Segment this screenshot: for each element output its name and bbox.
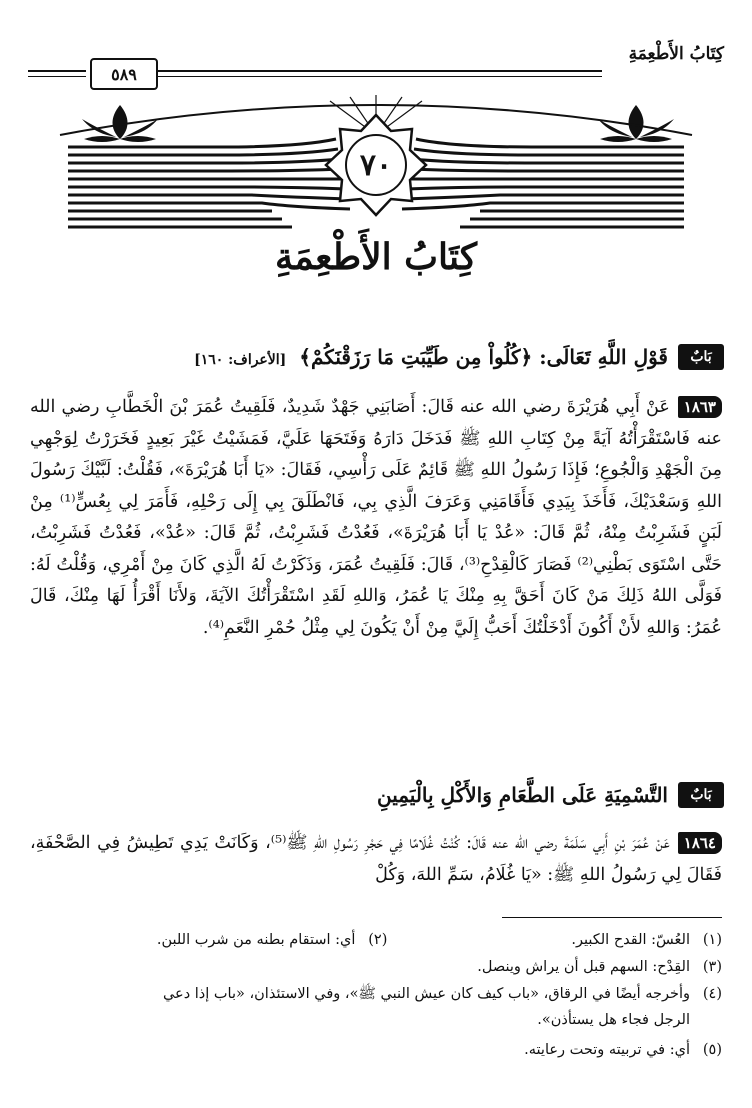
hadith-line: النَّعَمِ⁽⁴⁾.: [202, 617, 260, 638]
footnote-row-2: [30, 955, 722, 979]
fleur-right-icon: [598, 105, 674, 142]
bab-label: بَابٌ: [678, 344, 724, 370]
quran-reference: [الأعراف: ١٦٠]: [194, 352, 287, 368]
hadith-line: الَّذِي بِي، فَانْطَلَقَ بِي إِلَى رَحْلِهِ، فَأَمَرَ لِي بِعُسٍّ⁽¹⁾ مِنْ لَبَنٍ فَشَرِبْتُ مِنْهُ، ثُمَّ قَالَ: «عُدْ: [30, 491, 722, 543]
header-rule: [158, 70, 602, 72]
hadith-line: وَكَانَتْ يَدِي تَطِيشُ فِي الصَّحْفَةِ، فَقَالَ لِي رَسُولُ اللهِ ﷺ: «يَا غُلَامُ، سَمِّ اللهَ، وَكُلْ: [30, 833, 722, 885]
hadith-line: فَصَارَ كَالْقِدْحِ⁽³⁾، قَالَ: فَلَقِيتُ عُمَرَ، وَذَكَرْتُ لَهُ الَّذِي كَانَ مِنْ أَمْرِي، وَقُلْتُ لَهُ:: [30, 554, 572, 575]
hadith-line: عَنْ أَبِي هُرَيْرَةَ رضي الله عنه قَالَ: أَصَابَنِي جَهْدٌ شَدِيدٌ، فَلَقِيتُ عُمَرَ بْنَ: [169, 397, 670, 417]
hadith-number: ١٨٦٣: [678, 396, 722, 418]
hadith-line: فَوَلَّى اللهُ ذَلِكَ مَنْ كَانَ أَحَقَّ بِهِ مِنْكَ يَا عُمَرُ، وَاللهِ لَقَدِ اسْتَقْرَأْتُكَ الآيَةَ، وَلأَنَا أَقْرَأُ: [132, 586, 722, 606]
hadith-1864: [30, 828, 722, 891]
footnote-text: القِدْح: السهم قبل أن يراش وينصل.: [477, 959, 690, 975]
footnote-row-4: [30, 1038, 722, 1062]
running-header-title: كِتَابُ الأَطْعِمَةِ: [628, 44, 724, 64]
header-rule-thin: [158, 76, 602, 77]
footnote-row-3: [30, 982, 722, 1006]
hadith-line: يَا أَبَا هُرَيْرَةَ»، فَعُدْتُ فَشَرِبْتُ، ثُمَّ قَالَ: «عُدْ»، فَعُدْتُ فَشَرِبْتُ، حَتَّى اسْتَوَى بَطْنِي⁽²⁾: [30, 523, 722, 575]
hadith-line: لَهَا مِنْكَ، قَالَ عُمَرُ: وَاللهِ لأَنْ أَكُونَ أَدْخَلْتُكَ أَحَبُّ إِلَيَّ مِنْ أَنْ يَكُونَ لِي مِثْلُ حُمْرِ: [30, 586, 722, 638]
chapter-title: كِتَابُ الأَطْعِمَةِ: [274, 236, 478, 278]
hadith-1863: [30, 392, 722, 644]
chapter-number: ٧٠: [359, 148, 393, 183]
footnote-text: أي: في تربيته وتحت رعايته.: [524, 1042, 690, 1058]
footnote-number: (٥): [702, 1042, 722, 1058]
footnote-text: وأخرجه أيضًا في الرقاق، «باب كيف كان عيش النبي ﷺ»، وفي الاستئذان، «باب إذا دعي: [162, 986, 690, 1002]
hadith-line: عَنْ عُمَرَ بْنِ أَبِي سَلَمَةَ رضي الله عنه قَالَ: كُنْتُ غُلَامًا فِي حَجْرِ رَسُولِ اللهِ ﷺ⁽⁵⁾،: [265, 833, 670, 853]
bab-heading-2: [377, 782, 724, 808]
hadith-line: بَعِيدٍ فَخَرَرْتُ لِوَجْهِي مِنَ الْجَهْدِ وَالْجُوعِ؛ فَإِذَا رَسُولُ اللهِ ﷺ قَائِمٌ عَلَى رَأْسِي،: [30, 428, 722, 480]
fleur-left-icon: [82, 105, 158, 142]
hadith-line: الْخَطَّابِ رضي الله عنه فَاسْتَقْرَأْتُهُ آيَةً مِنْ كِتَابِ اللهِ ﷺ فَدَخَلَ دَارَهُ وَفَتَحَهَا عَلَيَّ، فَمَشَيْتُ غَيْرَ: [30, 397, 722, 449]
footnote-number: (١): [702, 932, 722, 948]
header-rule-left-thin: [28, 76, 86, 77]
hadith-line: فَقَالَ: «يَا أَبَا هُرَيْرَةَ»، فَقُلْتُ: لَبَّيْكَ رَسُولَ اللهِ وَسَعْدَيْكَ، فَأَخَذَ بِيَدِي فَأَقَامَنِي وَعَرَفَ: [30, 460, 722, 512]
hadith-number: ١٨٦٤: [678, 832, 722, 854]
footnote-row-1: [30, 928, 722, 952]
footnote-text: العُسّ: القدح الكبير.: [571, 932, 690, 948]
footnote-text: أي: استقام بطنه من شرب اللبن.: [156, 932, 356, 948]
bab-heading-1: [194, 344, 724, 370]
bab-heading-title: التَّسْمِيَةِ عَلَى الطَّعَامِ وَالأَكْلِ بِالْيَمِينِ: [376, 783, 668, 807]
footnote-number: (٢): [368, 932, 388, 948]
footnote-rule: [502, 917, 722, 918]
footnote-number: (٣): [702, 959, 722, 975]
bab-label: بَابٌ: [678, 782, 724, 808]
page-number: ٥٨٩: [90, 58, 158, 90]
header-rule-left: [28, 70, 86, 72]
footnote-row-3b: [30, 1008, 722, 1032]
bab-heading-text: [194, 345, 668, 369]
footnote-text: الرجل فجاء هل يستأذن».: [537, 1012, 690, 1028]
bab-heading-title: قَوْلِ اللَّهِ تَعَالَى: ﴿كُلُواْ مِن طَيِّبَتِ مَا رَزَقْنَكُمْ﴾: [299, 345, 668, 369]
footnote-number: (٤): [702, 986, 722, 1002]
